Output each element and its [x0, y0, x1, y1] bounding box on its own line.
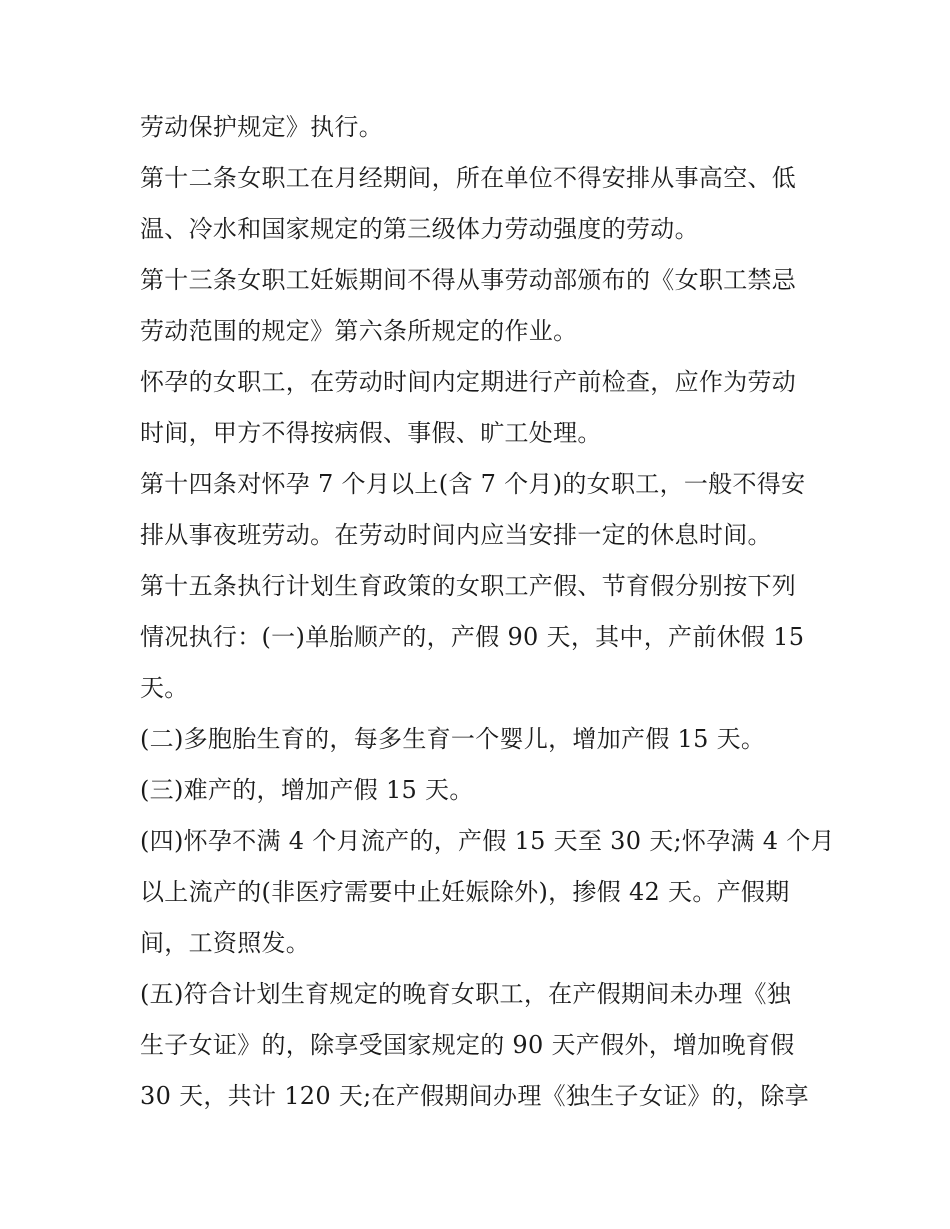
- document-body: [140, 102, 835, 1122]
- text-line: (五)符合计划生育规定的晚育女职工，在产假期间未办理《独: [140, 980, 792, 1008]
- text-line: 劳动范围的规定》第六条所规定的作业。: [140, 317, 578, 345]
- text-line: 排从事夜班劳动。在劳动时间内应当安排一定的休息时间。: [140, 521, 772, 549]
- text-line: 温、冷水和国家规定的第三级体力劳动强度的劳动。: [140, 215, 699, 243]
- text-line: (四)怀孕不满 4 个月流产的，产假 15 天至 30 天;怀孕满 4 个月: [140, 827, 835, 855]
- text-line: 第十四条对怀孕 7 个月以上(含 7 个月)的女职工，一般不得安: [140, 470, 806, 498]
- text-line: 第十二条女职工在月经期间，所在单位不得安排从事高空、低: [140, 164, 797, 192]
- text-line: 怀孕的女职工，在劳动时间内定期进行产前检查，应作为劳动: [140, 368, 797, 396]
- text-line: 时间，甲方不得按病假、事假、旷工处理。: [140, 419, 602, 447]
- text-line: 情况执行：(一)单胎顺产的，产假 90 天，其中，产前休假 15: [140, 623, 805, 651]
- text-line: (三)难产的，增加产假 15 天。: [140, 776, 474, 804]
- text-line: 生子女证》的，除享受国家规定的 90 天产假外，增加晚育假: [140, 1031, 795, 1059]
- text-line: (二)多胞胎生育的，每多生育一个婴儿，增加产假 15 天。: [140, 725, 766, 753]
- text-line: 劳动保护规定》执行。: [140, 113, 383, 141]
- text-line: 间，工资照发。: [140, 929, 311, 957]
- text-line: 第十五条执行计划生育政策的女职工产假、节育假分别按下列: [140, 572, 797, 600]
- text-line: 30 天，共计 120 天;在产假期间办理《独生子女证》的，除享: [140, 1082, 809, 1110]
- text-line: 以上流产的(非医疗需要中止妊娠除外)，掺假 42 天。产假期: [140, 878, 790, 906]
- text-line: 第十三条女职工妊娠期间不得从事劳动部颁布的《女职工禁忌: [140, 266, 797, 294]
- text-line: 天。: [140, 674, 189, 702]
